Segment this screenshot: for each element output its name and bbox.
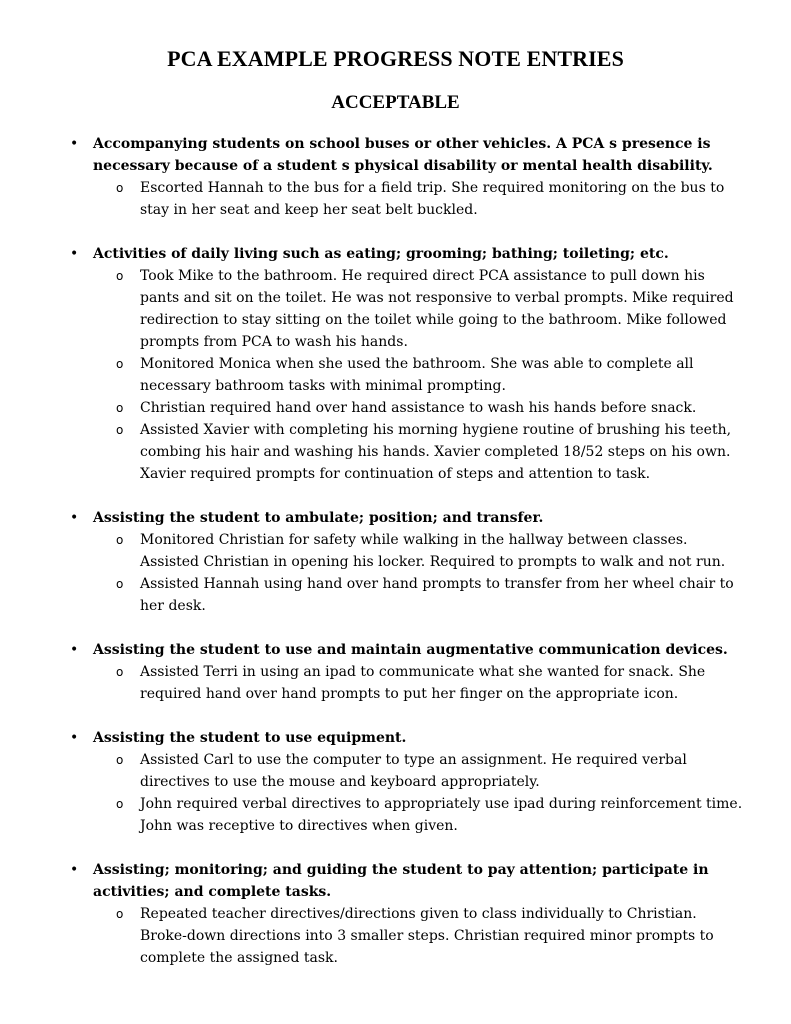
- list-item: [0, 177, 791, 221]
- list-item: [0, 661, 791, 705]
- circle-bullet-icon: o: [116, 907, 124, 921]
- list-item: [0, 353, 791, 397]
- circle-bullet-icon: o: [116, 357, 124, 371]
- list-item-text: Took Mike to the bathroom. He required direct PCA assistance to pull down his pants and sit on the toilet. He was not responsive to verbal prompts. Mike required redirection to stay sitting on the toilet while going to the bathroom. Mike followed prompts from PCA to wash his hands.: [140, 268, 734, 350]
- list-item-text: John required verbal directives to appropriately use ipad during reinforcement time. John was receptive to directives when given.: [140, 796, 743, 834]
- circle-bullet-icon: o: [116, 753, 124, 767]
- section-heading-text: Assisting the student to ambulate; position; and transfer.: [93, 510, 544, 526]
- list-item-text: Monitored Monica when she used the bathroom. She was able to complete all necessary bathroom tasks with minimal prompting.: [140, 356, 694, 394]
- section-heading: [0, 727, 791, 749]
- section-heading-text: Assisting the student to use and maintain augmentative communication devices.: [93, 642, 728, 658]
- bullet-icon: •: [70, 246, 79, 262]
- section-buses: [0, 133, 791, 221]
- section-attention-tasks: [0, 859, 791, 969]
- circle-bullet-icon: o: [116, 401, 124, 415]
- list-item-text: Assisted Xavier with completing his morning hygiene routine of brushing his teeth, combing his hair and washing his hands. Xavier completed 18/52 steps on his own. Xavier required prompts for continuation of steps and attention to task.: [140, 422, 732, 482]
- section-heading-text: Assisting the student to use equipment.: [93, 730, 407, 746]
- list-item: [0, 573, 791, 617]
- list-item-text: Repeated teacher directives/directions given to class individually to Christian. Broke-down directions into 3 smaller steps. Christian required minor prompts to complete the assigned task.: [140, 906, 714, 966]
- circle-bullet-icon: o: [116, 533, 124, 547]
- bullet-icon: •: [70, 642, 79, 658]
- list-item: [0, 903, 791, 969]
- circle-bullet-icon: o: [116, 797, 124, 811]
- list-item-text: Assisted Hannah using hand over hand prompts to transfer from her wheel chair to her desk.: [140, 576, 734, 614]
- notes-list: [0, 133, 791, 991]
- bullet-icon: •: [70, 730, 79, 746]
- list-item: [0, 265, 791, 353]
- bullet-icon: •: [70, 510, 79, 526]
- list-item: [0, 397, 791, 419]
- section-heading: [0, 859, 791, 903]
- list-item-text: Christian required hand over hand assistance to wash his hands before snack.: [140, 400, 697, 416]
- list-item: [0, 529, 791, 573]
- list-item: [0, 419, 791, 485]
- list-item: [0, 749, 791, 793]
- section-heading-text: Activities of daily living such as eating; grooming; bathing; toileting; etc.: [93, 246, 669, 262]
- list-item-text: Monitored Christian for safety while walking in the hallway between classes. Assisted Christian in opening his locker. Required to prompts to walk and not run.: [140, 532, 726, 570]
- page-subtitle: ACCEPTABLE: [331, 92, 460, 113]
- section-equipment: [0, 727, 791, 837]
- section-heading-text: Assisting; monitoring; and guiding the student to pay attention; participate in activities; and complete tasks.: [93, 862, 709, 900]
- list-item-text: Assisted Carl to use the computer to type an assignment. He required verbal directives to use the mouse and keyboard appropriately.: [140, 752, 687, 790]
- bullet-icon: •: [70, 136, 79, 152]
- circle-bullet-icon: o: [116, 181, 124, 195]
- circle-bullet-icon: o: [116, 423, 124, 437]
- circle-bullet-icon: o: [116, 269, 124, 283]
- section-ambulate: [0, 507, 791, 617]
- circle-bullet-icon: o: [116, 577, 124, 591]
- section-heading: [0, 507, 791, 529]
- section-heading: [0, 243, 791, 265]
- section-heading: [0, 639, 791, 661]
- section-heading: [0, 133, 791, 177]
- list-item: [0, 793, 791, 837]
- list-item-text: Assisted Terri in using an ipad to communicate what she wanted for snack. She required hand over hand prompts to put her finger on the appropriate icon.: [140, 664, 706, 702]
- list-item-text: Escorted Hannah to the bus for a field trip. She required monitoring on the bus to stay in her seat and keep her seat belt buckled.: [140, 180, 725, 218]
- section-daily-living: [0, 243, 791, 485]
- section-communication-devices: [0, 639, 791, 705]
- bullet-icon: •: [70, 862, 79, 878]
- section-heading-text: Accompanying students on school buses or other vehicles. A PCA s presence is necessary because of a student s physical disability or mental health disability.: [93, 136, 713, 174]
- page-title: PCA EXAMPLE PROGRESS NOTE ENTRIES: [167, 46, 624, 71]
- circle-bullet-icon: o: [116, 665, 124, 679]
